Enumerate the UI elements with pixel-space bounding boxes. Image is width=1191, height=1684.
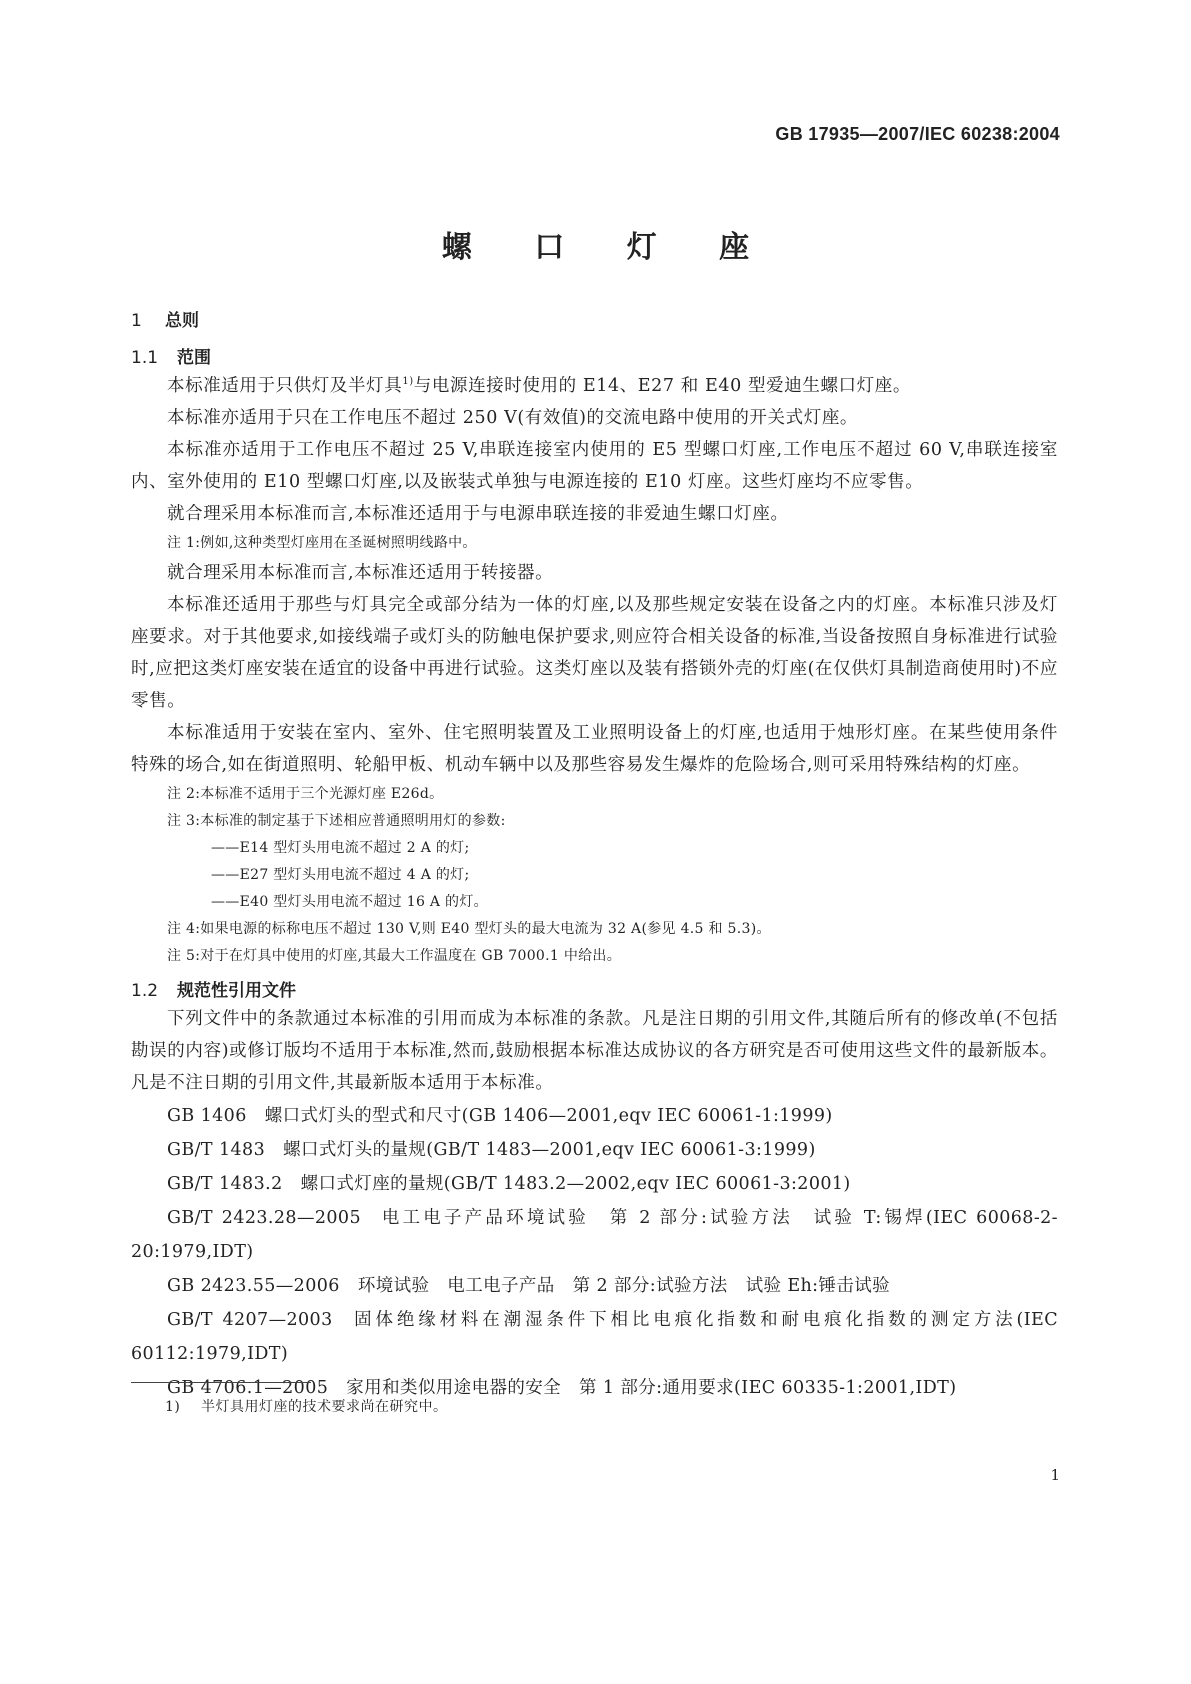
reference-code: GB 4706.1—2005 <box>167 1378 329 1398</box>
reference-title: 环境试验 电工电子产品 第 2 部分:试验方法 试验 Eh:锤击试验 <box>357 1276 891 1296</box>
section-title: 总则 <box>165 311 199 331</box>
scope-paragraph-4: 就合理采用本标准而言,本标准还适用于与电源串联连接的非爱迪生螺口灯座。 <box>167 504 789 524</box>
reference-item <box>131 1269 1058 1303</box>
reference-title: 固体绝缘材料在潮湿条件下相比电痕化指数和耐电痕化指数的测定方法(IEC 60112:1979,IDT) <box>131 1310 1058 1364</box>
reference-code: GB/T 1483.2 <box>167 1174 283 1194</box>
document-title: 螺 口 灯 座 <box>441 230 776 265</box>
reference-item <box>131 1133 1058 1167</box>
page-number: 1 <box>1050 1466 1060 1484</box>
reference-code: GB/T 2423.28—2005 <box>167 1208 361 1228</box>
note-3: 注 3:本标准的制定基于下述相应普通照明用灯的参数: <box>167 813 506 829</box>
reference-item <box>131 1201 1058 1269</box>
footnote-mark: 1) <box>165 1399 181 1415</box>
scope-paragraph-3: 本标准亦适用于工作电压不超过 25 V,串联连接室内使用的 E5 型螺口灯座,工作电压不超过 60 V,串联连接室内、室外使用的 E10 型螺口灯座,以及嵌装式单独与电源连接的 E10 灯座。这些灯座均不应零售。 <box>131 440 1058 492</box>
footnote <box>165 1396 448 1416</box>
reference-code: GB 2423.55—2006 <box>167 1276 340 1296</box>
scope-paragraph-5: 就合理采用本标准而言,本标准还适用于转接器。 <box>167 563 554 583</box>
reference-title: 螺口式灯座的量规(GB/T 1483.2—2002,eqv IEC 60061-3:2001) <box>300 1174 851 1194</box>
note-1: 注 1:例如,这种类型灯座用在圣诞树照明线路中。 <box>167 535 477 551</box>
reference-code: GB/T 4207—2003 <box>167 1310 333 1330</box>
section-number: 1 <box>131 311 142 331</box>
section-number: 1.2 <box>131 981 159 1001</box>
reference-item <box>131 1167 1058 1201</box>
scope-paragraph-7: 本标准适用于安装在室内、室外、住宅照明装置及工业照明设备上的灯座,也适用于烛形灯座。在某些使用条件特殊的场合,如在街道照明、轮船甲板、机动车辆中以及那些容易发生爆炸的危险场合,则可采用特殊结构的灯座。 <box>131 723 1058 775</box>
reference-title: 螺口式灯头的量规(GB/T 1483—2001,eqv IEC 60061-3:1999) <box>283 1140 816 1160</box>
note-2: 注 2:本标准不适用于三个光源灯座 E26d。 <box>167 786 444 802</box>
reference-item <box>131 1303 1058 1371</box>
reference-title: 家用和类似用途电器的安全 第 1 部分:通用要求(IEC 60335-1:2001,IDT) <box>346 1378 957 1398</box>
reference-code: GB/T 1483 <box>167 1140 266 1160</box>
section-heading-1-2 <box>131 976 1058 1001</box>
note-3-item: ——E14 型灯头用电流不超过 2 A 的灯; <box>211 840 470 856</box>
scope-paragraph-1: 本标准适用于只供灯及半灯具$^{1)}$与电源连接时使用的 E14、E27 和 E40 型爱迪生螺口灯座。 <box>167 376 911 396</box>
reference-item <box>131 1099 1058 1133</box>
note-3-item: ——E27 型灯头用电流不超过 4 A 的灯; <box>211 867 470 883</box>
note-5: 注 5:对于在灯具中使用的灯座,其最大工作温度在 GB 7000.1 中给出。 <box>167 948 622 964</box>
footnote-text: 半灯具用灯座的技术要求尚在研究中。 <box>201 1399 448 1415</box>
note-4: 注 4:如果电源的标称电压不超过 130 V,则 E40 型灯头的最大电流为 32 A(参见 4.5 和 5.3)。 <box>167 921 771 937</box>
scope-paragraph-2: 本标准亦适用于只在工作电压不超过 250 V(有效值)的交流电路中使用的开关式灯座。 <box>167 408 859 428</box>
note-3-item: ——E40 型灯头用电流不超过 16 A 的灯。 <box>211 894 488 910</box>
scope-paragraph-6: 本标准还适用于那些与灯具完全或部分结为一体的灯座,以及那些规定安装在设备之内的灯座。本标准只涉及灯座要求。对于其他要求,如接线端子或灯头的防触电保护要求,则应符合相关设备的标准,当设备按照自身标准进行试验时,应把这类灯座安装在适宜的设备中再进行试验。这类灯座以及装有搭锁外壳的灯座(在仅供灯具制造商使用时)不应零售。 <box>131 595 1058 711</box>
footnote-reference: 1) <box>402 376 414 388</box>
section-title: 规范性引用文件 <box>177 981 296 1001</box>
section-number: 1.1 <box>131 348 159 368</box>
standard-code: GB 17935—2007/IEC 60238:2004 <box>775 124 1060 144</box>
document-body <box>131 300 1058 1405</box>
section-title: 范围 <box>177 348 211 368</box>
footnote-divider <box>131 1382 311 1383</box>
section-heading-1-1 <box>131 343 1058 368</box>
reference-title: 电工电子产品环境试验 第 2 部分:试验方法 试验 T:锡焊(IEC 60068-2-20:1979,IDT) <box>131 1208 1058 1262</box>
references-intro: 下列文件中的条款通过本标准的引用而成为本标准的条款。凡是注日期的引用文件,其随后所有的修改单(不包括勘误的内容)或修订版均不适用于本标准,然而,鼓励根据本标准达成协议的各方研究是否可使用这些文件的最新版本。凡是不注日期的引用文件,其最新版本适用于本标准。 <box>131 1009 1058 1093</box>
section-heading-1 <box>131 306 1058 331</box>
reference-code: GB 1406 <box>167 1106 247 1126</box>
reference-title: 螺口式灯头的型式和尺寸(GB 1406—2001,eqv IEC 60061-1:1999) <box>264 1106 833 1126</box>
